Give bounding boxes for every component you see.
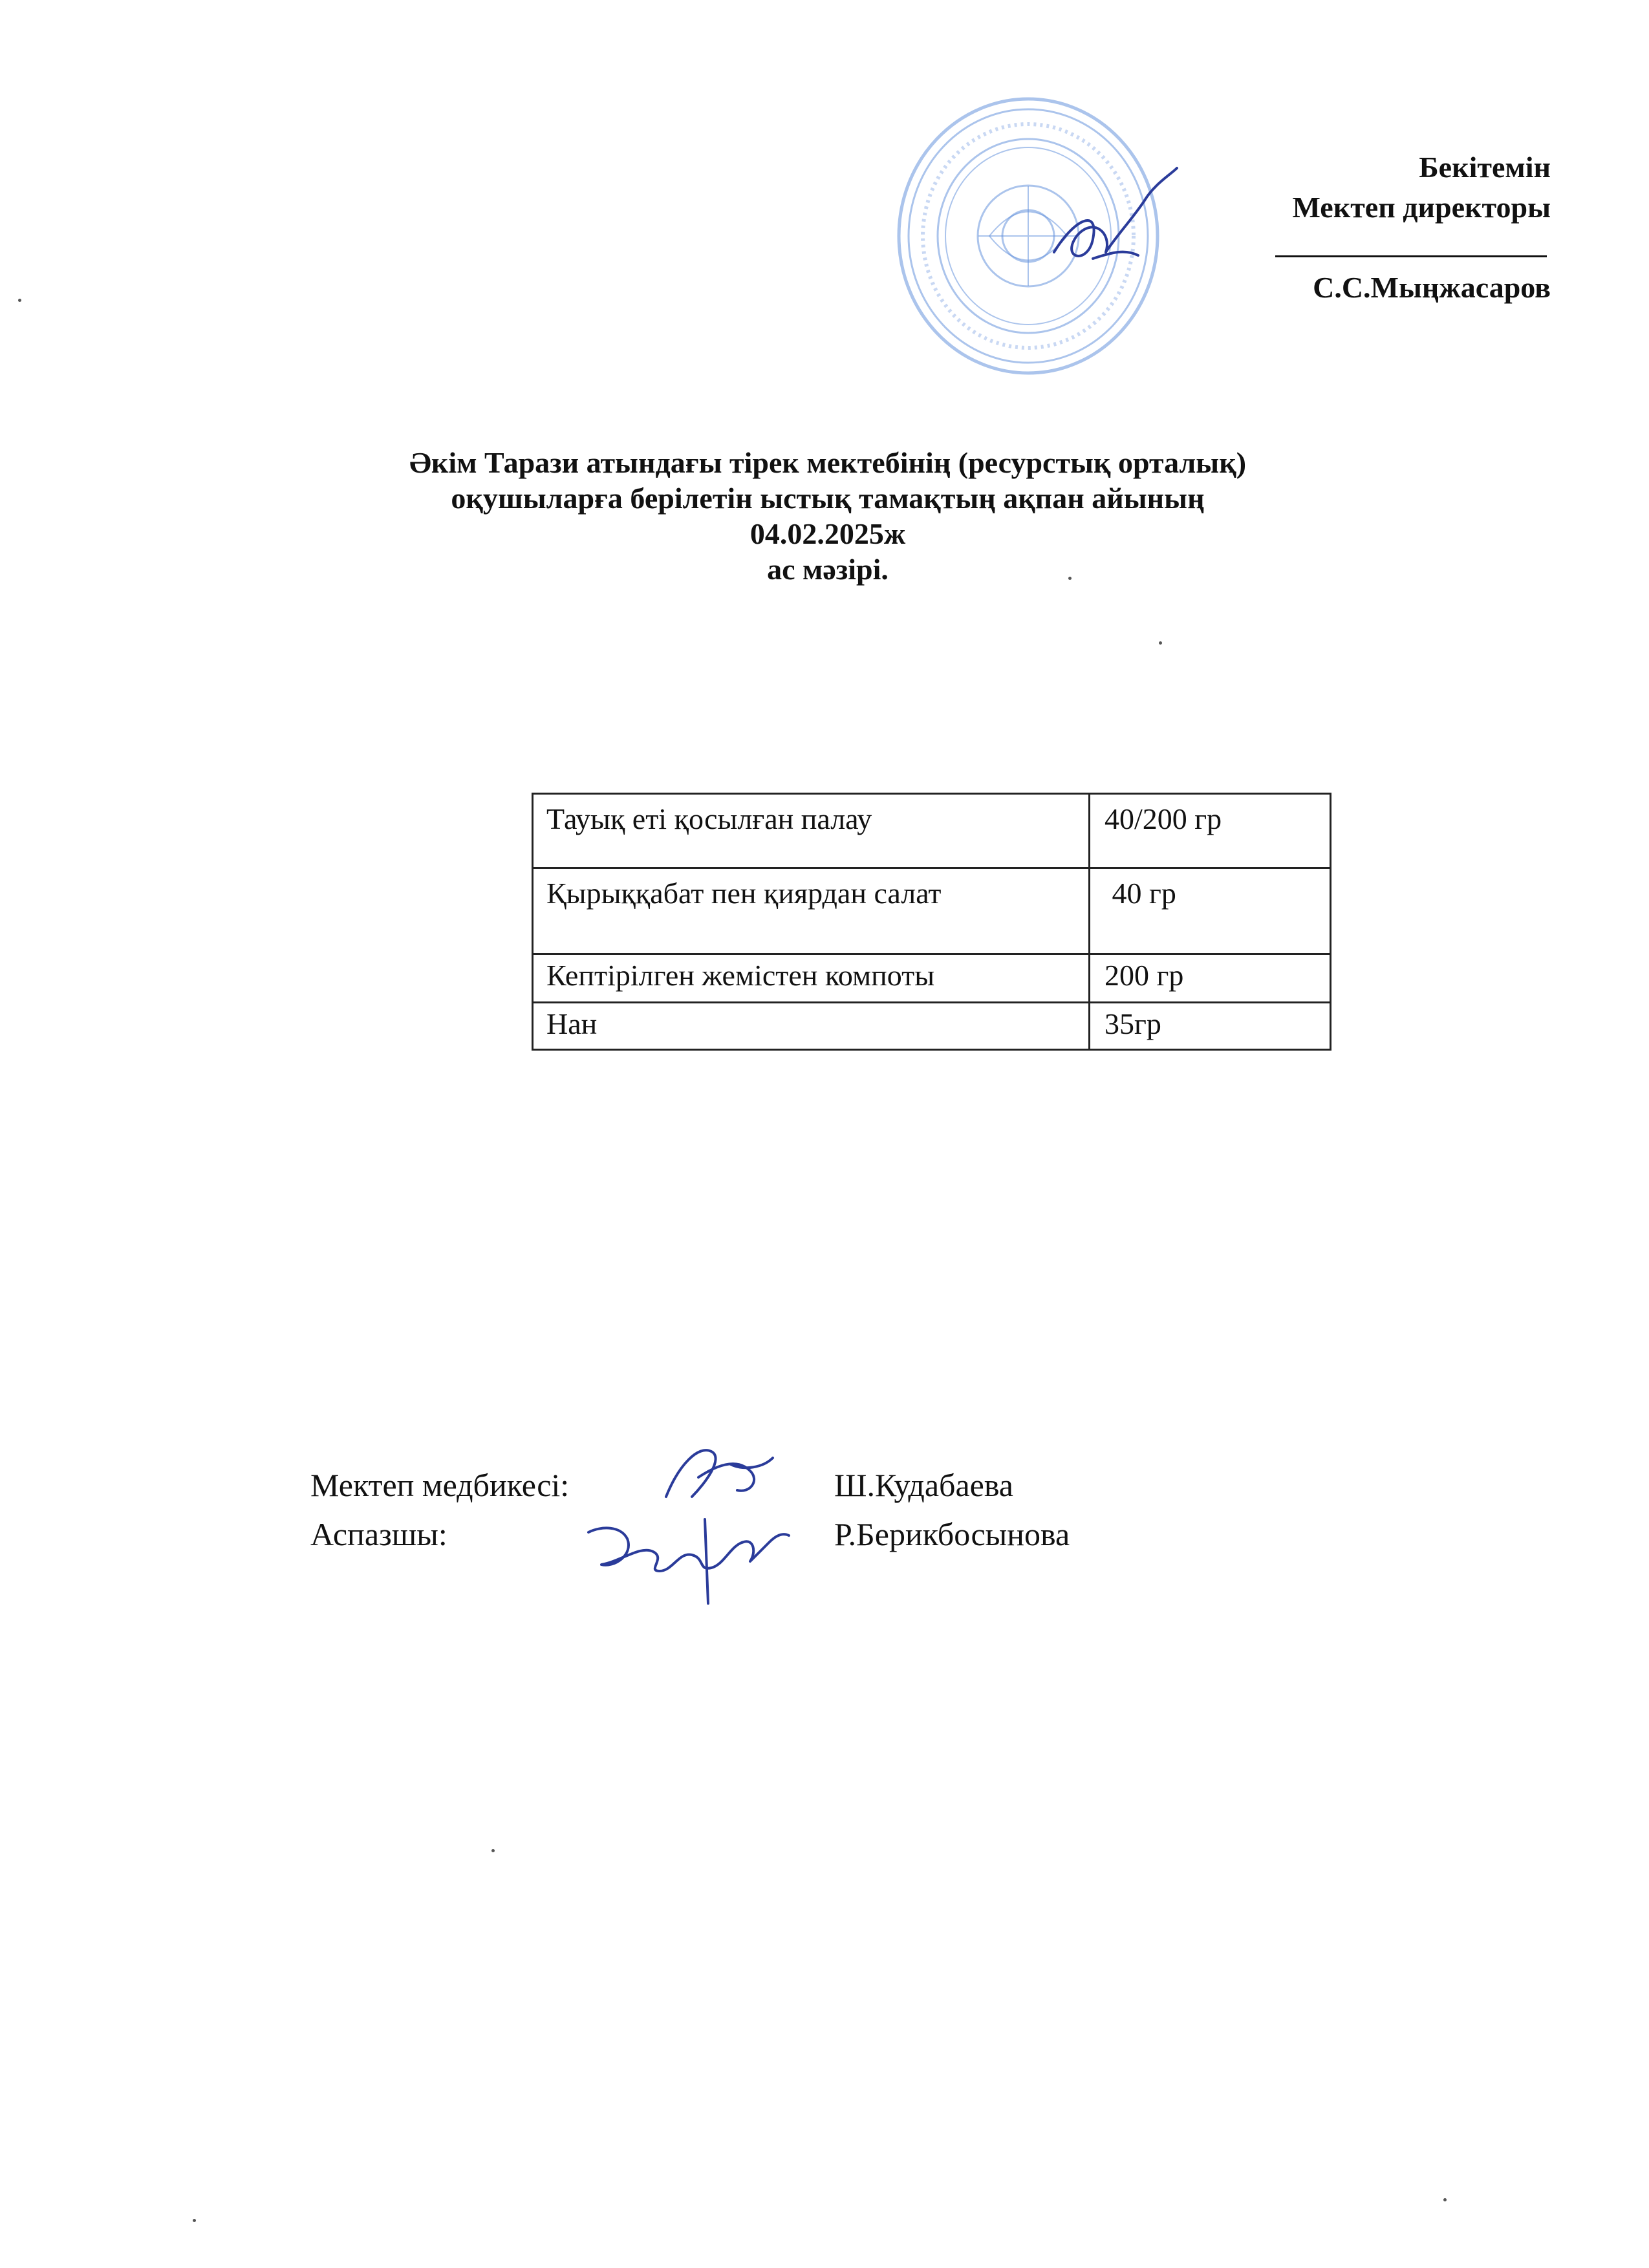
speck (1068, 577, 1072, 580)
speck (193, 2219, 196, 2222)
table-row (533, 794, 1331, 868)
dish-cell: Нан (533, 1003, 1090, 1050)
amount-cell: 200 гр (1090, 954, 1331, 1003)
speck (491, 1849, 495, 1852)
cook-role: Аспазшы: (310, 1516, 447, 1552)
nurse-role: Мектеп медбикесі: (310, 1467, 570, 1503)
table-row (533, 868, 1331, 954)
speck (1443, 2198, 1447, 2201)
speck (1159, 641, 1162, 645)
menu-date: 04.02.2025ж (749, 517, 906, 550)
title-line-2: оқушыларға берілетін ыстық тамақтың ақпан айының (451, 482, 1205, 515)
table-row (533, 1003, 1331, 1050)
approval-block (1098, 147, 1551, 308)
document-title (194, 445, 1461, 587)
signature-underline (1275, 230, 1547, 257)
approval-title: Бекітемін (1419, 151, 1551, 184)
table-row (533, 954, 1331, 1003)
dish-cell: Қырыққабат пен қиярдан салат (533, 868, 1090, 954)
dish-cell: Кептірілген жемістен компоты (533, 954, 1090, 1003)
cook-name: Р.Берикбосынова (834, 1516, 1070, 1552)
nurse-signature (653, 1439, 782, 1516)
dish-cell: Тауық еті қосылған палау (533, 794, 1090, 868)
director-name: С.С.Мыңжасаров (1313, 271, 1551, 304)
title-line-4: ас мәзірі. (767, 553, 889, 586)
cook-signature (576, 1506, 795, 1616)
amount-cell: 40 гр (1090, 868, 1331, 954)
title-line-1: Әкім Тарази атындағы тірек мектебінің (ресурстық орталық) (409, 446, 1247, 479)
amount-cell: 35гр (1090, 1003, 1331, 1050)
speck (18, 299, 21, 302)
amount-cell: 40/200 гр (1090, 794, 1331, 868)
nurse-name: Ш.Кудабаева (834, 1467, 1013, 1503)
menu-table (532, 793, 1331, 1051)
approval-signature-line (1098, 228, 1551, 308)
approval-position: Мектеп директоры (1292, 191, 1551, 224)
